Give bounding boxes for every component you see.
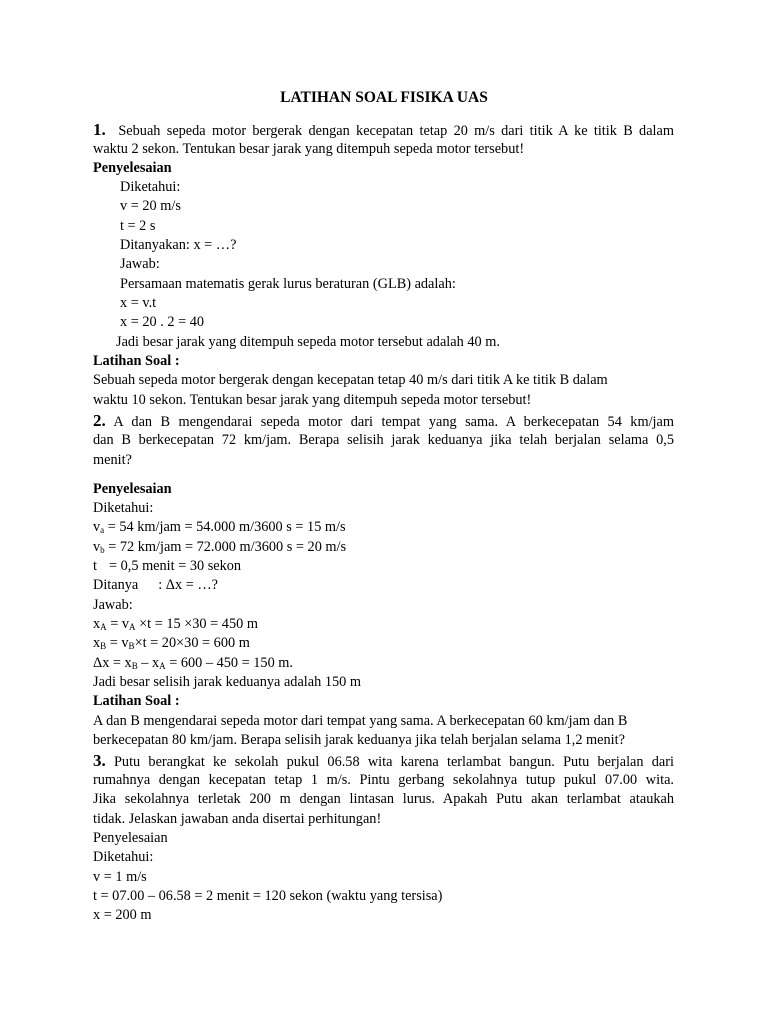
- q1-calc: x = 20 . 2 = 40: [120, 314, 205, 330]
- q2-va: $v_a = 54$ km/jam = 54.000 m/3600 s = 15 m/s: [93, 519, 346, 535]
- q1-formula: x = v.t: [120, 295, 157, 311]
- q2-vb: $v_b = 72$ km/jam = 72.000 m/3600 s = 20 m/s: [93, 539, 347, 555]
- q3-line-4: tidak. Jelaskan jawaban anda disertai perhitungan!: [93, 811, 382, 827]
- q1-answer: Jawab:: [120, 256, 160, 272]
- q2-line-3: menit?: [93, 452, 132, 468]
- q2-practice-line-1: A dan B mengendarai sepeda motor dari tempat yang sama. A berkecepatan 60 km/jam dan B: [93, 713, 628, 729]
- q2-t: t = 0,5 menit = 30 sekon: [93, 558, 242, 574]
- q1-equation-text: Persamaan matematis gerak lurus beraturan (GLB) adalah:: [120, 276, 456, 292]
- q2-delta-x: $\Delta x = x_B - x_A = 600 - 450 = 150$ m.: [93, 655, 293, 671]
- q3-t: t = 07.00 – 06.58 = 2 menit = 120 sekon (waktu yang tersisa): [93, 888, 443, 904]
- q2-conclusion: Jadi besar selisih jarak keduanya adalah 150 m: [93, 674, 361, 690]
- page-title: LATIHAN SOAL FISIKA UAS: [280, 89, 488, 106]
- q1-t: t = 2 s: [120, 218, 156, 234]
- q1-line-2: waktu 2 sekon. Tentukan besar jarak yang ditempuh sepeda motor tersebut!: [93, 141, 525, 157]
- q1-v: v = 20 m/s: [120, 198, 181, 214]
- q2-xb: $x_B = v_B\times t = 20\times 30 = 600$ m: [93, 635, 250, 651]
- q3-text-1: Putu berangkat ke sekolah pukul 06.58 wita karena terlambat bangun. Putu berjalan dari: [113, 754, 675, 770]
- q3-v: v = 1 m/s: [93, 869, 147, 885]
- q3-known: Diketahui:: [93, 849, 154, 865]
- q1-line-1: [93, 120, 674, 141]
- q2-xa: $x_A = v_A \times t = 15 \times 30 = 450$ m: [93, 616, 258, 632]
- q2-practice-heading: Latihan Soal :: [93, 693, 180, 709]
- q2-asked: Ditanya : Δx = …?: [93, 577, 219, 593]
- q1-practice-line-2: waktu 10 sekon. Tentukan besar jarak yang ditempuh sepeda motor tersebut!: [93, 392, 532, 408]
- q1-practice-line-1: Sebuah sepeda motor bergerak dengan kecepatan tetap 40 m/s dari titik A ke titik B dalam: [93, 372, 608, 388]
- q1-asked: Ditanyakan: x = …?: [120, 237, 237, 253]
- q1-conclusion: Jadi besar jarak yang ditempuh sepeda motor tersebut adalah 40 m.: [116, 334, 500, 350]
- q1-solution-heading: Penyelesaian: [93, 160, 172, 176]
- q2-line-2: dan B berkecepatan 72 km/jam. Berapa selisih jarak keduanya jika telah berjalan selama 0,5: [93, 432, 674, 448]
- q3-solution-heading: Penyelesaian: [93, 830, 168, 846]
- q2-line-1: [93, 411, 674, 432]
- q2-text-1: A dan B mengendarai sepeda motor dari tempat yang sama. A berkecepatan 54 km/jam: [113, 414, 674, 430]
- q2-practice-line-2: berkecepatan 80 km/jam. Berapa selisih jarak keduanya jika telah berjalan selama 1,2 menit?: [93, 732, 625, 748]
- q2-answer: Jawab:: [93, 597, 133, 613]
- q2-solution-heading: Penyelesaian: [93, 481, 172, 497]
- q3-line-3: Jika sekolahnya terletak 200 m dengan lintasan lurus. Apakah Putu akan terlambat ataukah: [93, 791, 674, 807]
- q3-line-1: [93, 751, 674, 772]
- q3-x: x = 200 m: [93, 907, 152, 923]
- q1-known: Diketahui:: [120, 179, 181, 195]
- q2-number: 2.: [93, 411, 106, 430]
- q1-text-1: Sebuah sepeda motor bergerak dengan kecepatan tetap 20 m/s dari titik A ke titik B dalam: [118, 123, 674, 139]
- q1-number: 1.: [93, 120, 106, 139]
- q3-line-2: rumahnya dengan kecepatan tetap 1 m/s. Pintu gerbang sekolahnya tutup pukul 07.00 wita.: [93, 772, 674, 788]
- q1-practice-heading: Latihan Soal :: [93, 353, 180, 369]
- q2-known: Diketahui:: [93, 500, 154, 516]
- q3-number: 3.: [93, 751, 106, 770]
